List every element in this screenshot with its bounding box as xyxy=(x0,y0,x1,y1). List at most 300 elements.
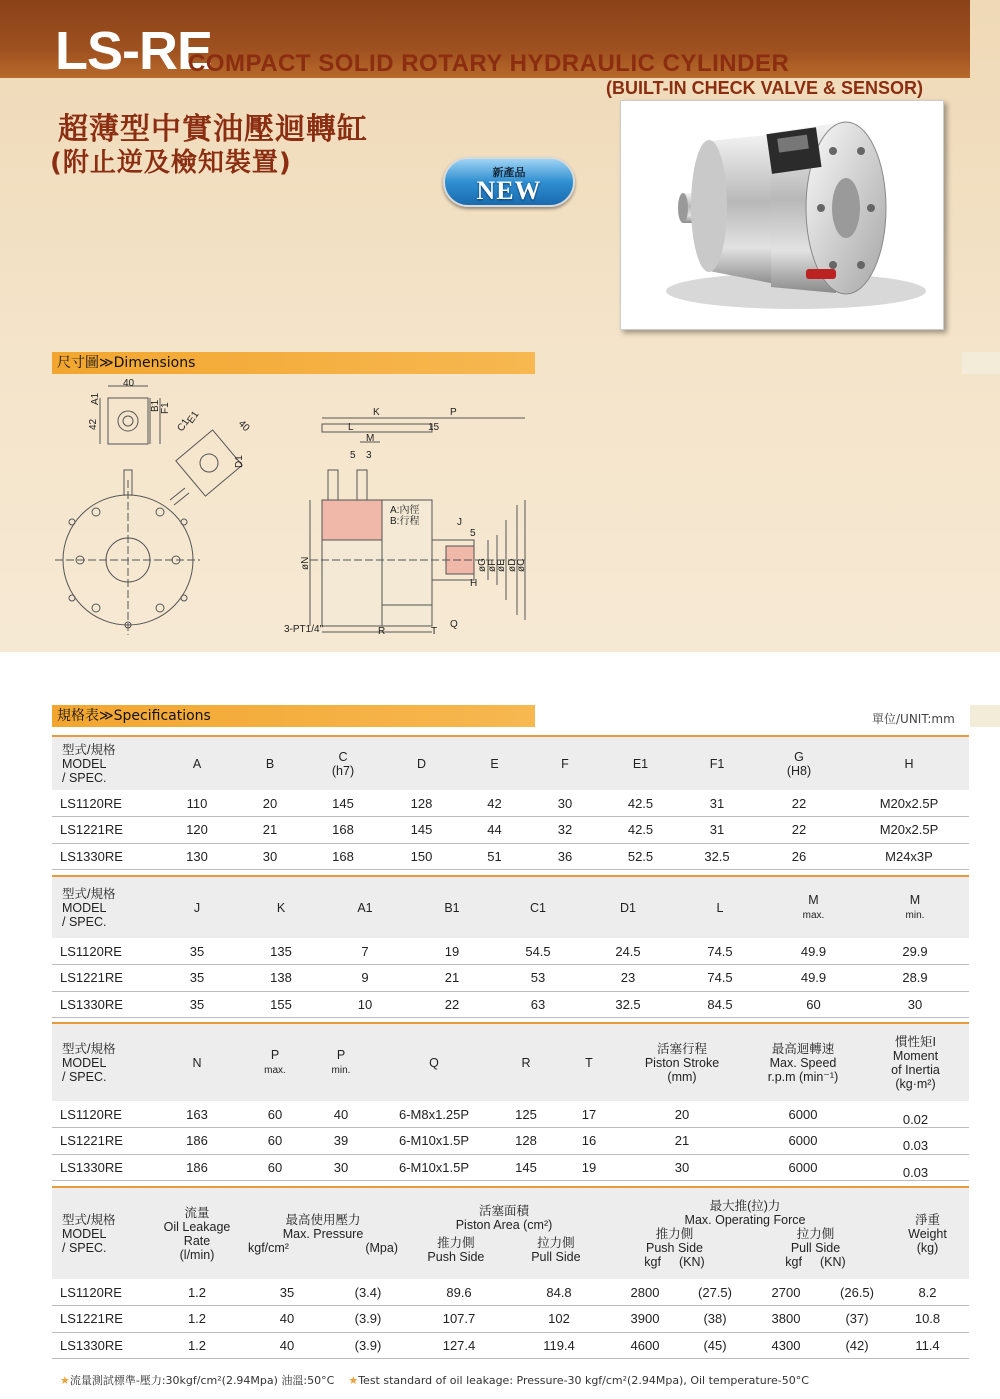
header-text: kgf xyxy=(785,1254,802,1269)
table-cell: 17 xyxy=(558,1101,620,1128)
col-header xyxy=(298,736,388,790)
header-text: 型式/規格 xyxy=(62,886,116,901)
header-text: MODEL xyxy=(62,756,107,771)
col-header xyxy=(596,736,685,790)
header-text: (l/min) xyxy=(179,1247,215,1262)
table-cell: 21 xyxy=(620,1128,744,1155)
table-cell: 102 xyxy=(514,1306,604,1333)
table-cell: 32.5 xyxy=(685,843,749,870)
table-cell: 186 xyxy=(152,1154,242,1181)
table-cell: 6-M8x1.25P xyxy=(374,1101,494,1128)
table-cell: LS1330RE xyxy=(52,1154,152,1181)
table-cell: 0.02 xyxy=(862,1101,969,1128)
dim-label-40b: 40 xyxy=(235,418,252,434)
table-cell: 2800 xyxy=(604,1279,686,1306)
dim-label-15: 15 xyxy=(428,422,440,433)
table-cell: 21 xyxy=(242,817,298,844)
col-header xyxy=(242,736,298,790)
dim-label-N: øN xyxy=(300,556,311,570)
header-text: M xyxy=(808,892,819,907)
table-cell: 63 xyxy=(494,991,582,1018)
header-text: P xyxy=(336,1047,346,1062)
header-text: 活塞行程 xyxy=(656,1041,707,1056)
header-text: Pull Side xyxy=(531,1249,581,1264)
header-text: A xyxy=(192,756,202,771)
table-cell: 74.5 xyxy=(674,938,766,965)
specifications-section-header: 規格表≫Specifications xyxy=(52,705,535,727)
header-text: Push Side xyxy=(646,1240,703,1255)
table-cell: 24.5 xyxy=(582,938,674,965)
star-icon: ★ xyxy=(60,1374,70,1387)
spec-table-1 xyxy=(52,735,969,870)
table-cell: (3.4) xyxy=(332,1279,404,1306)
header-text: 型式/規格 xyxy=(62,1041,116,1056)
col-header xyxy=(455,736,534,790)
table-cell: 49.9 xyxy=(766,965,861,992)
col-header: T xyxy=(558,1023,620,1101)
table-header xyxy=(52,1187,969,1279)
header-text: (Mpa) xyxy=(365,1240,398,1255)
header-text: (kg) xyxy=(916,1240,939,1255)
table-cell: LS1330RE xyxy=(52,843,152,870)
table-cell: 22 xyxy=(410,991,494,1018)
table-cell: 138 xyxy=(242,965,320,992)
table-cell: LS1221RE xyxy=(52,1128,152,1155)
table-cell: (3.9) xyxy=(332,1306,404,1333)
header-text: 慣性矩I xyxy=(895,1034,936,1049)
table-cell: 4600 xyxy=(604,1332,686,1359)
dim-label-40: 40 xyxy=(123,378,135,389)
table-cell: (38) xyxy=(686,1306,744,1333)
header-text: Moment xyxy=(892,1048,939,1063)
table-cell: 6-M10x1.5P xyxy=(374,1154,494,1181)
header-text: 流量 xyxy=(184,1205,210,1220)
table-cell: (42) xyxy=(828,1332,886,1359)
header-text: P xyxy=(270,1047,280,1062)
header-text: MODEL xyxy=(62,1226,107,1241)
header-text: / SPEC. xyxy=(62,1240,107,1255)
col-header-leak xyxy=(152,1187,242,1279)
footnote-cn: 流量測試標準-壓力:30kgf/cm²(2.94Mpa) 油溫:50°C xyxy=(69,1374,335,1387)
table-row xyxy=(52,1332,969,1359)
table-header xyxy=(52,1023,969,1101)
dim-label-J: J xyxy=(457,517,462,528)
col-header: Q xyxy=(374,1023,494,1101)
dim-label-H: H xyxy=(470,578,478,589)
dimensions-section-tab xyxy=(962,352,1000,374)
table-cell: 60 xyxy=(242,1128,308,1155)
table-cell: 120 xyxy=(152,817,242,844)
col-header xyxy=(534,736,596,790)
header-text: H xyxy=(904,756,914,771)
col-header xyxy=(152,736,242,790)
table-cell: 35 xyxy=(242,1279,332,1306)
table-cell: 0.03 xyxy=(862,1128,969,1155)
table-cell: 130 xyxy=(152,843,242,870)
table-cell: 35 xyxy=(152,938,242,965)
table-cell: M24x3P xyxy=(849,843,969,870)
col-header xyxy=(744,1023,862,1101)
header-text: Pull Side xyxy=(790,1240,841,1255)
col-header: L xyxy=(674,876,766,938)
header-text: 推力側 xyxy=(437,1235,475,1250)
header-text: Push Side xyxy=(427,1249,485,1264)
table-cell: 40 xyxy=(242,1332,332,1359)
header-text: E xyxy=(490,756,499,771)
table-cell: 119.4 xyxy=(514,1332,604,1359)
table-cell: LS1221RE xyxy=(52,817,152,844)
header-text: / SPEC. xyxy=(62,914,107,929)
table-cell: (3.9) xyxy=(332,1332,404,1359)
table-cell: 10 xyxy=(320,991,410,1018)
table-cell: 29.9 xyxy=(861,938,969,965)
col-header xyxy=(388,736,455,790)
col-header xyxy=(749,736,849,790)
header-text: 拉力側 xyxy=(537,1235,575,1250)
table-cell: 84.8 xyxy=(514,1279,604,1306)
table-row xyxy=(52,843,969,870)
table-row xyxy=(52,1101,969,1128)
header-text: Rate xyxy=(183,1233,211,1248)
table-cell: 19 xyxy=(558,1154,620,1181)
header-text: 最大推(拉)力 xyxy=(709,1198,781,1213)
table-cell: 7 xyxy=(320,938,410,965)
header-text: Weight xyxy=(908,1226,947,1241)
model-title: LS-RE xyxy=(55,21,212,81)
table-cell: 32 xyxy=(534,817,596,844)
table-cell: 35 xyxy=(152,991,242,1018)
table-cell: 8.2 xyxy=(886,1279,969,1306)
table-cell: 135 xyxy=(242,938,320,965)
dimensions-section-header: 尺寸圖≫Dimensions xyxy=(52,352,535,374)
model-spec-header xyxy=(52,1187,152,1279)
header-text: F xyxy=(561,756,569,771)
header-text: 拉力側 xyxy=(796,1226,835,1241)
header-text: (h7) xyxy=(331,763,355,778)
table-cell: 30 xyxy=(620,1154,744,1181)
table-cell: 6000 xyxy=(744,1128,862,1155)
table-cell: LS1120RE xyxy=(52,938,152,965)
table-cell: 145 xyxy=(388,817,455,844)
table-cell: 28.9 xyxy=(861,965,969,992)
table-cell: 20 xyxy=(242,790,298,817)
table-cell: 128 xyxy=(388,790,455,817)
dim-label-F: øF xyxy=(487,559,498,572)
header-text: min. xyxy=(331,1064,351,1076)
dim-label-D1: D1 xyxy=(234,455,245,468)
col-header: K xyxy=(242,876,320,938)
dim-label-3: 3 xyxy=(366,450,372,461)
col-header-force xyxy=(604,1187,886,1279)
table-cell: 53 xyxy=(494,965,582,992)
header-text: Max. Pressure xyxy=(282,1226,364,1241)
table-cell: 39 xyxy=(308,1128,374,1155)
new-badge xyxy=(443,157,575,207)
table-cell: 0.03 xyxy=(862,1154,969,1181)
header-text: G xyxy=(794,749,804,764)
table-cell: 60 xyxy=(766,991,861,1018)
col-header xyxy=(862,1023,969,1101)
table-cell: 150 xyxy=(388,843,455,870)
col-header xyxy=(620,1023,744,1101)
table-cell: 128 xyxy=(494,1128,558,1155)
header-text: 型式/規格 xyxy=(62,1212,116,1227)
dim-label-M: M xyxy=(366,433,375,444)
table-cell: 19 xyxy=(410,938,494,965)
table-cell: 1.2 xyxy=(152,1306,242,1333)
header-text: MODEL xyxy=(62,900,107,915)
header-text: 活塞面積 xyxy=(478,1203,529,1218)
header-text: 淨重 xyxy=(914,1212,940,1227)
header-text: r.p.m (min⁻¹) xyxy=(767,1069,839,1084)
table-cell: 21 xyxy=(410,965,494,992)
table-cell: 42 xyxy=(455,790,534,817)
model-spec-header xyxy=(52,1023,152,1101)
header-text: (KN) xyxy=(678,1254,705,1269)
table-cell: 1.2 xyxy=(152,1279,242,1306)
dim-label-E: øE xyxy=(496,559,507,572)
table-cell: 74.5 xyxy=(674,965,766,992)
table-cell: 84.5 xyxy=(674,991,766,1018)
table-cell: M20x2.5P xyxy=(849,817,969,844)
header-text: kgf xyxy=(644,1254,661,1269)
dim-label-C1: C1 xyxy=(175,416,192,434)
table-cell: 23 xyxy=(582,965,674,992)
table-cell: 6000 xyxy=(744,1154,862,1181)
col-header: B1 xyxy=(410,876,494,938)
table-cell: (37) xyxy=(828,1306,886,1333)
spec-table-4 xyxy=(52,1186,969,1359)
product-photo xyxy=(620,100,944,330)
table-cell: 1.2 xyxy=(152,1332,242,1359)
table-cell: 9 xyxy=(320,965,410,992)
col-header xyxy=(685,736,749,790)
header-text: (mm) xyxy=(667,1069,697,1084)
header-text: Oil Leakage xyxy=(163,1219,231,1234)
table-header xyxy=(52,736,969,790)
table-row xyxy=(52,817,969,844)
table-cell: 22 xyxy=(749,817,849,844)
table-cell: (45) xyxy=(686,1332,744,1359)
header-text: Piston Stroke xyxy=(644,1055,720,1070)
header-text: 推力側 xyxy=(655,1226,694,1241)
product-subtitle: (BUILT-IN CHECK VALVE & SENSOR) xyxy=(606,78,924,98)
table-cell: 16 xyxy=(558,1128,620,1155)
table-cell: 3900 xyxy=(604,1306,686,1333)
col-header xyxy=(861,876,969,938)
table-cell: 26 xyxy=(749,843,849,870)
table-cell: 51 xyxy=(455,843,534,870)
table-cell: (27.5) xyxy=(686,1279,744,1306)
col-header: N xyxy=(152,1023,242,1101)
col-header-area xyxy=(404,1187,604,1279)
col-header xyxy=(849,736,969,790)
table-cell: 89.6 xyxy=(404,1279,514,1306)
header-text: kgf/cm² xyxy=(248,1240,289,1255)
footnote-en: Test standard of oil leakage: Pressure-30 kgf/cm²(2.94Mpa), Oil temperature-50°C xyxy=(358,1374,809,1387)
table-cell: 49.9 xyxy=(766,938,861,965)
header-text: (KN) xyxy=(819,1254,846,1269)
table-cell: 127.4 xyxy=(404,1332,514,1359)
star-icon: ★ xyxy=(348,1374,359,1387)
dim-label-T: T xyxy=(431,626,438,637)
dim-label-L: L xyxy=(348,422,354,433)
dimension-drawing xyxy=(0,375,560,645)
table-cell: 6000 xyxy=(744,1101,862,1128)
table-cell: 145 xyxy=(494,1154,558,1181)
col-header xyxy=(766,876,861,938)
table-row xyxy=(52,1279,969,1306)
header-text: 最高使用壓力 xyxy=(285,1212,361,1227)
header-text: Piston Area (cm²) xyxy=(455,1217,553,1232)
header-text: F1 xyxy=(709,756,725,771)
table-row xyxy=(52,790,969,817)
table-row xyxy=(52,938,969,965)
new-badge-cn: 新產品 xyxy=(492,166,526,179)
spec-table-3 xyxy=(52,1022,969,1181)
header-text: / SPEC. xyxy=(62,1069,107,1084)
table-cell: LS1120RE xyxy=(52,1101,152,1128)
header-text: MODEL xyxy=(62,1055,107,1070)
dim-label-P: P xyxy=(450,407,457,418)
dim-label-42: 42 xyxy=(88,418,99,430)
header-text: of Inertia xyxy=(891,1062,940,1077)
dim-label-A1: A1 xyxy=(90,392,101,405)
specifications-section-tab xyxy=(970,705,1000,727)
table-cell: 52.5 xyxy=(596,843,685,870)
table-cell: 145 xyxy=(298,790,388,817)
dim-label-R: R xyxy=(378,626,386,637)
dim-label-A-bore: A:內徑 xyxy=(390,505,420,516)
header-text: D xyxy=(416,756,427,771)
col-header: A1 xyxy=(320,876,410,938)
table-cell: 31 xyxy=(685,790,749,817)
col-header: C1 xyxy=(494,876,582,938)
dim-label-B-stroke: B:行程 xyxy=(390,516,420,527)
dim-label-pt: 3-PT1/4" xyxy=(284,624,324,635)
col-header: R xyxy=(494,1023,558,1101)
table-header xyxy=(52,876,969,938)
header-text: / SPEC. xyxy=(62,770,107,785)
table-cell: 31 xyxy=(685,817,749,844)
table-cell: 11.4 xyxy=(886,1332,969,1359)
dim-label-Q: Q xyxy=(450,619,458,630)
col-header xyxy=(308,1023,374,1101)
product-title-cn: 超薄型中實油壓迴轉缸 xyxy=(58,112,368,147)
table-cell: 168 xyxy=(298,843,388,870)
header-text: M xyxy=(909,892,921,907)
table-cell: LS1221RE xyxy=(52,1306,152,1333)
table-cell: 168 xyxy=(298,817,388,844)
table-cell: 155 xyxy=(242,991,320,1018)
dim-label-E1: E1 xyxy=(185,409,202,426)
table-cell: 60 xyxy=(242,1154,308,1181)
col-header-pressure xyxy=(242,1187,404,1279)
table-cell: LS1120RE xyxy=(52,790,152,817)
table-cell: 107.7 xyxy=(404,1306,514,1333)
col-header: D1 xyxy=(582,876,674,938)
table-cell: 186 xyxy=(152,1128,242,1155)
table-cell: 163 xyxy=(152,1101,242,1128)
table-cell: M20x2.5P xyxy=(849,790,969,817)
model-spec-header xyxy=(52,876,152,938)
col-header: J xyxy=(152,876,242,938)
table-cell: LS1120RE xyxy=(52,1279,152,1306)
product-subtitle-cn: (附止逆及檢知裝置) xyxy=(50,148,292,178)
new-badge-text: NEW xyxy=(476,176,542,205)
table-row xyxy=(52,1306,969,1333)
header-text: E1 xyxy=(632,756,649,771)
model-spec-header xyxy=(52,736,152,790)
table-row xyxy=(52,965,969,992)
table-cell: 32.5 xyxy=(582,991,674,1018)
header-text: B xyxy=(265,756,275,771)
table-cell: 35 xyxy=(152,965,242,992)
table-cell: (26.5) xyxy=(828,1279,886,1306)
table-cell: 125 xyxy=(494,1101,558,1128)
dim-label-B1: B1 xyxy=(150,399,161,412)
table-cell: 30 xyxy=(861,991,969,1018)
header-text: Max. Speed xyxy=(769,1055,837,1070)
dim-label-K: K xyxy=(373,407,380,418)
table-row xyxy=(52,991,969,1018)
spec-table-2 xyxy=(52,875,969,1018)
table-cell: 60 xyxy=(242,1101,308,1128)
table-cell: 54.5 xyxy=(494,938,582,965)
dim-label-5: 5 xyxy=(350,450,356,461)
table-cell: 10.8 xyxy=(886,1306,969,1333)
dim-label-C: øC xyxy=(516,558,527,572)
table-cell: 44 xyxy=(455,817,534,844)
table-cell: 30 xyxy=(242,843,298,870)
header-text: 最高迴轉速 xyxy=(771,1041,835,1056)
footnote xyxy=(60,1372,809,1388)
table-cell: 4300 xyxy=(744,1332,828,1359)
table-cell: LS1330RE xyxy=(52,1332,152,1359)
header-text: C xyxy=(338,749,348,764)
table-cell: 36 xyxy=(534,843,596,870)
col-header xyxy=(242,1023,308,1101)
header-text: Max. Operating Force xyxy=(684,1212,806,1227)
header-text: 型式/規格 xyxy=(62,742,116,757)
header-text: (H8) xyxy=(786,763,812,778)
dim-label-D: øD xyxy=(507,558,518,572)
header-text: (kg·m²) xyxy=(895,1076,936,1091)
table-cell: 110 xyxy=(152,790,242,817)
col-header-weight xyxy=(886,1187,969,1279)
table-cell: 30 xyxy=(308,1154,374,1181)
table-cell: 6-M10x1.5P xyxy=(374,1128,494,1155)
table-cell: 3800 xyxy=(744,1306,828,1333)
table-cell: 22 xyxy=(749,790,849,817)
table-cell: 40 xyxy=(242,1306,332,1333)
dim-label-5b: 5 xyxy=(470,528,476,539)
table-cell: 2700 xyxy=(744,1279,828,1306)
header-text: max. xyxy=(802,909,825,921)
table-row xyxy=(52,1128,969,1155)
header-text: max. xyxy=(264,1064,286,1076)
dim-label-G: øG xyxy=(477,558,488,572)
header-text: min. xyxy=(905,909,925,921)
unit-label: 單位/UNIT:mm xyxy=(872,712,955,726)
table-row xyxy=(52,1154,969,1181)
dim-label-F1: F1 xyxy=(160,402,171,414)
table-cell: 20 xyxy=(620,1101,744,1128)
table-cell: 42.5 xyxy=(596,817,685,844)
table-cell: 30 xyxy=(534,790,596,817)
product-title: COMPACT SOLID ROTARY HYDRAULIC CYLINDER xyxy=(188,50,790,77)
table-cell: 40 xyxy=(308,1101,374,1128)
